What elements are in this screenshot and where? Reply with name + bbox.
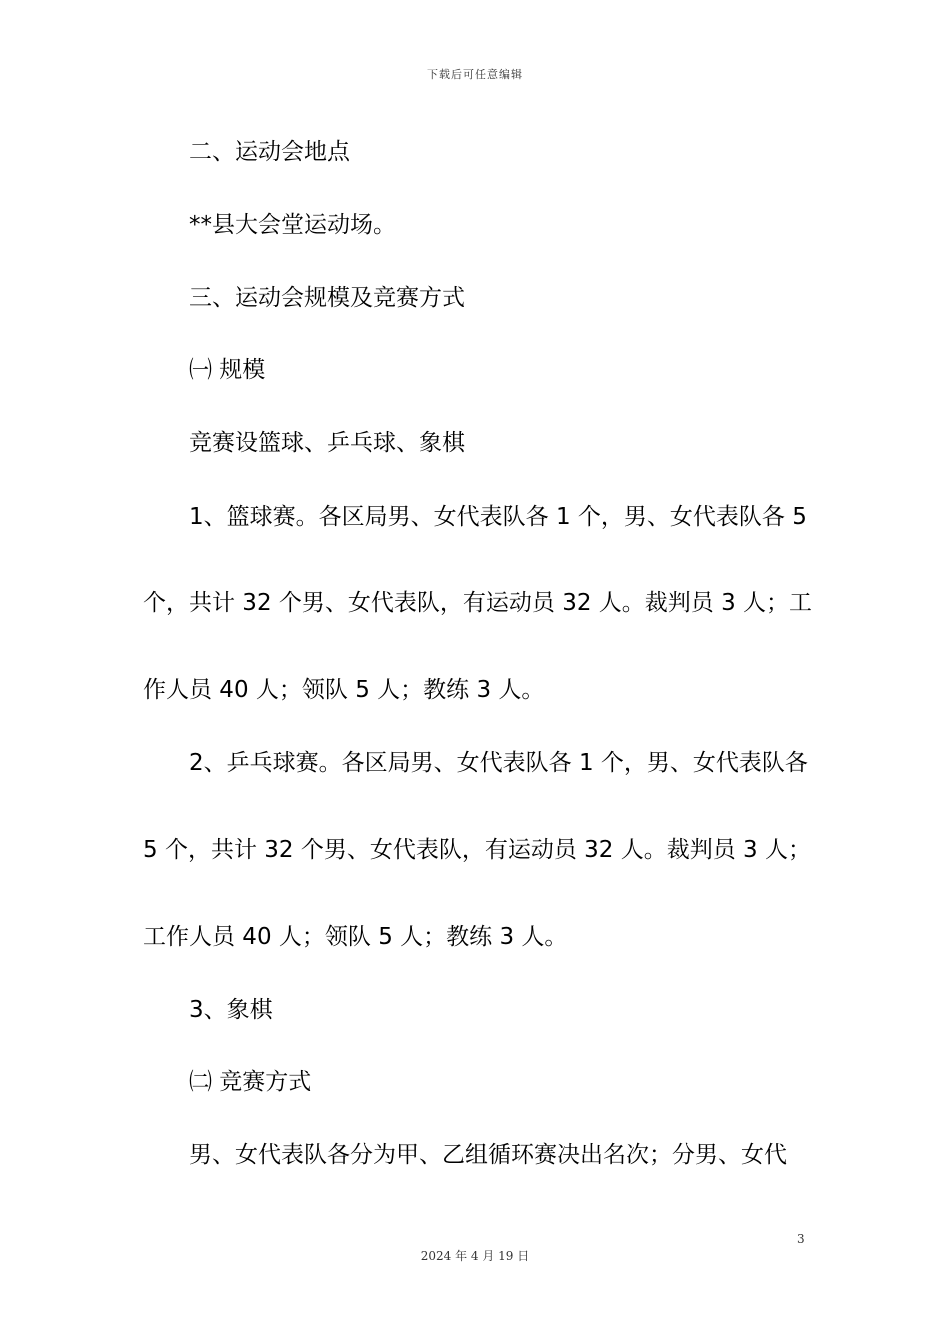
paragraph-basketball-line-2: 个，共计 32 个男、女代表队，有运动员 32 人。裁判员 3 人；工 (143, 590, 813, 616)
page-number: 3 (797, 1232, 805, 1246)
section-heading-scale: 三、运动会规模及竞赛方式 (189, 285, 465, 311)
paragraph-basketball-line-3: 作人员 40 人；领队 5 人；教练 3 人。 (143, 677, 545, 703)
paragraph-competition-format: 男、女代表队各分为甲、乙组循环赛决出名次；分男、女代 (189, 1142, 787, 1168)
paragraph-pingpong-line-3: 工作人员 40 人；领队 5 人；教练 3 人。 (143, 924, 568, 950)
section-heading-venue: 二、运动会地点 (189, 139, 350, 165)
paragraph-basketball-line-1: 1、篮球赛。各区局男、女代表队各 1 个，男、女代表队各 5 (189, 504, 807, 530)
paragraph-events: 竞赛设篮球、乒乓球、象棋 (189, 430, 465, 456)
subheading-scale: ㈠ 规模 (189, 357, 266, 383)
subheading-competition-format: ㈡ 竞赛方式 (189, 1069, 312, 1095)
paragraph-venue: **县大会堂运动场。 (189, 212, 396, 238)
paragraph-chess: 3、象棋 (189, 997, 273, 1023)
paragraph-pingpong-line-1: 2、乒乓球赛。各区局男、女代表队各 1 个，男、女代表队各 (189, 750, 808, 776)
header-note: 下载后可任意编辑 (427, 68, 523, 81)
footer-date: 2024 年 4 月 19 日 (420, 1249, 530, 1263)
paragraph-pingpong-line-2: 5 个，共计 32 个男、女代表队，有运动员 32 人。裁判员 3 人； (143, 837, 811, 863)
